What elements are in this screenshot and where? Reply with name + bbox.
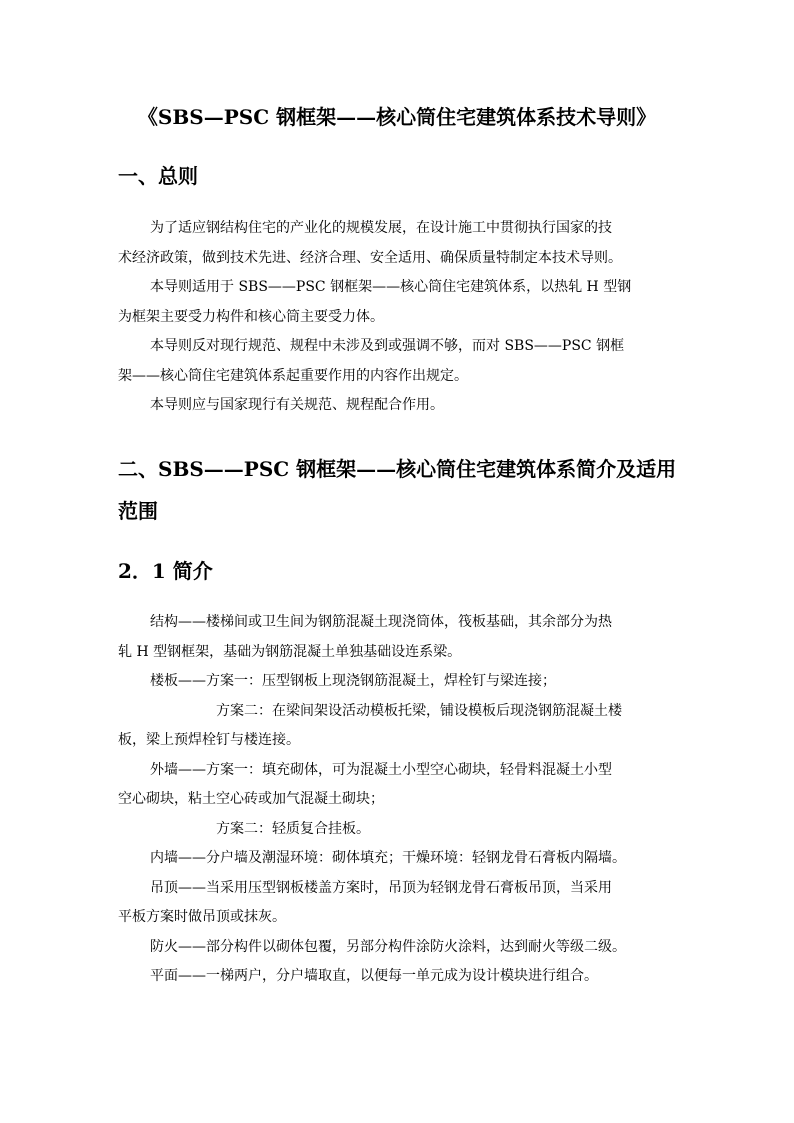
section-heading-overview-line1: 二、SBS——PSC 钢框架——核心筒住宅建筑体系简介及适用: [118, 457, 677, 481]
section-heading-general: 一、总则: [118, 164, 198, 188]
subsection-heading-intro: 2．1 简介: [118, 559, 213, 583]
section-heading-overview-line2: 范围: [118, 499, 158, 523]
paragraph-line: 为框架主要受力构件和核心筒主要受力体。: [118, 308, 384, 325]
paragraph-line: 空心砌块，粘土空心砖或加气混凝土砌块；: [118, 791, 384, 807]
paragraph-line: 轧 H 型钢框架，基础为钢筋混凝土单独基础设连系梁。: [118, 643, 462, 660]
paragraph-line: 本导则应与国家现行有关规范、规程配合作用。: [150, 397, 444, 413]
paragraph-line: 本导则适用于 SBS——PSC 钢框架——核心筒住宅建筑体系，以热轧 H 型钢: [150, 279, 632, 295]
paragraph-line: 术经济政策，做到技术先进、经济合理、安全适用、确保质量特制定本技术导则。: [118, 249, 622, 266]
section-general-body: [118, 214, 684, 421]
paragraph-line: 吊顶——当采用压型钢板楼盖方案时，吊顶为轻钢龙骨石膏板吊顶，当采用: [150, 879, 612, 896]
paragraph-line: 防火——部分构件以砌体包覆，另部分构件涂防火涂料，达到耐火等级二级。: [150, 938, 626, 955]
paragraph-line: 平板方案时做吊顶或抹灰。: [118, 909, 286, 925]
paragraph-line: 方案二：轻质复合挂板。: [216, 820, 370, 837]
paragraph-line: 内墙——分户墙及潮湿环境：砌体填充；干燥环境：轻钢龙骨石膏板内隔墙。: [150, 850, 626, 866]
paragraph-line: 方案二：在梁间架设活动模板托梁，铺设模板后现浇钢筋混凝土楼: [216, 702, 622, 719]
paragraph-line: 本导则反对现行规范、规程中未涉及到或强调不够，而对 SBS——PSC 钢框: [150, 338, 625, 354]
paragraph-line: 板，梁上预焊栓钉与楼连接。: [118, 732, 300, 748]
subsection-intro-body: [118, 608, 684, 992]
paragraph-line: 平面——一梯两户，分户墙取直，以便每一单元成为设计模块进行组合。: [150, 968, 598, 984]
paragraph-line: 楼板——方案一：压型钢板上现浇钢筋混凝土，焊栓钉与梁连接；: [150, 673, 556, 689]
paragraph-line: 为了适应钢结构住宅的产业化的规模发展，在设计施工中贯彻执行国家的技: [150, 220, 612, 236]
paragraph-line: 架——核心筒住宅建筑体系起重要作用的内容作出规定。: [118, 367, 468, 384]
document-title: 《SBS—PSC 钢框架——核心筒住宅建筑体系技术导则》: [137, 105, 657, 129]
paragraph-line: 结构——楼梯间或卫生间为钢筋混凝土现浇筒体，筏板基础，其余部分为热: [150, 614, 612, 630]
paragraph-line: 外墙——方案一：填充砌体，可为混凝土小型空心砌块，轻骨料混凝土小型: [150, 761, 612, 778]
